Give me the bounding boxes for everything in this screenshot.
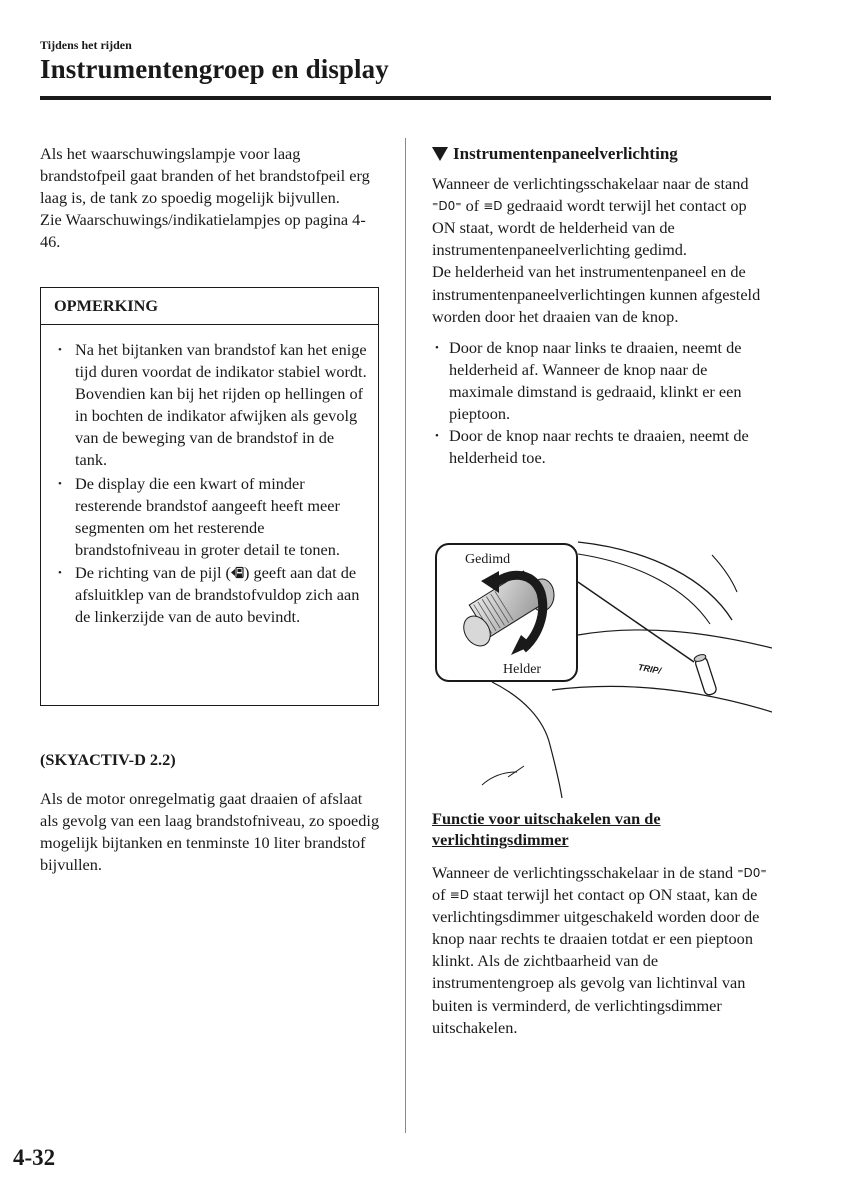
triangle-marker-icon	[432, 147, 448, 161]
skyactiv-section	[40, 733, 380, 892]
note-list	[41, 325, 378, 628]
headlight-icon: ≡D	[483, 199, 503, 214]
note-item: • De display die een kwart of minder resterende brandstof aangeeft heeft meer segmenten om het resterende brandstofniveau in groter detail te tonen.	[55, 473, 370, 561]
illumination-paragraph	[432, 173, 772, 261]
text-run: gedraaid wordt terwijl het contact op ON staat, wordt de helderheid van de instrumentenpaneelverlichting gedimd.	[432, 196, 747, 260]
text-run: of	[432, 885, 450, 905]
note-item-text: De richting van de pijl (	[75, 562, 231, 582]
side-light-icon: ⁼D0⁼	[737, 866, 767, 880]
fuel-door-arrow-icon	[231, 566, 244, 579]
reference-paragraph: Zie Waarschuwings/indikatielampjes op pagina 4-46.	[40, 210, 366, 252]
illumination-heading	[432, 143, 772, 165]
note-header: OPMERKING	[41, 288, 378, 325]
dimmer-cancel-paragraph	[432, 862, 777, 1039]
brightness-paragraph: De helderheid van het instrumentenpaneel en de instrumentenpaneelverlichtingen kunnen afgesteld worden door het draaien van de knop.	[432, 262, 761, 326]
note-item: • Na het bijtanken van brandstof kan het enige tijd duren voordat de indikator stabiel wordt. Bovendien kan bij het rijden op hellingen of in bochten de indikator afwijken als gevolg van de beweging van de brandstof in de tank.	[55, 339, 370, 472]
text-run: of	[461, 196, 484, 216]
note-box	[40, 287, 379, 706]
illumination-heading-text: Instrumentenpaneelverlichting	[453, 144, 678, 163]
text-run: Wanneer de verlichtingsschakelaar naar de stand	[432, 174, 749, 194]
note-item-text: ) geeft aan dat de afsluitklep van de brandstofvuldop zich aan de linkerzijde van de auto bevindt.	[75, 562, 360, 627]
dimmer-cancel-heading: Functie voor uitschakelen van de verlichtingsdimmer	[432, 809, 661, 849]
skyactiv-heading: (SKYACTIV-D 2.2)	[40, 750, 176, 770]
list-item: • Door de knop naar rechts te draaien, neemt de helderheid toe.	[432, 425, 772, 469]
text-run: staat terwijl het contact op ON staat, kan de verlichtingsdimmer uitgeschakeld worden door de knop naar rechts te draaien totdat er een pieptoon klinkt. Als de zichtbaarheid van de instrumentengroep als gevolg van lichtinval van buiten is verminderd, de verlichtingsdimmer uitschakelen.	[432, 885, 760, 1037]
page-number: 4-32	[13, 1145, 56, 1170]
right-column	[432, 143, 772, 469]
fuel-warning-paragraph: Als het waarschuwingslampje voor laag brandstofpeil gaat branden of het brandstofpeil erg laag is, de tank zo spoedig mogelijk bijvullen.	[40, 144, 370, 208]
headlight-icon: ≡D	[449, 888, 469, 903]
note-item	[55, 562, 370, 628]
title-rule	[40, 96, 771, 100]
skyactiv-text: Als de motor onregelmatig gaat draaien of afslaat als gevolg van een laag brandstofniveau, zo spoedig mogelijk bijtanken en tenminste 10 liter brandstof bijvullen.	[40, 788, 380, 874]
section-label: Tijdens het rijden	[40, 38, 132, 52]
column-divider	[405, 138, 406, 1133]
dimmer-knob-figure	[432, 540, 772, 800]
text-run: Wanneer de verlichtingsschakelaar in de stand	[432, 863, 738, 882]
list-item: • Door de knop naar links te draaien, neemt de helderheid af. Wanneer de knop naar de maximale dimstand is gedraaid, klinkt er een pieptoon.	[432, 337, 772, 425]
left-column	[40, 143, 380, 253]
page-title: Instrumentengroep en display	[40, 54, 389, 84]
figure-label-dimmed: Gedimd	[465, 552, 511, 567]
figure-label-bright: Helder	[503, 662, 542, 677]
brightness-bullets	[432, 337, 772, 470]
knob-callout	[435, 543, 578, 682]
trip-button-label: TRIP/	[637, 662, 662, 676]
side-light-icon: ⁼D0⁼	[432, 199, 462, 214]
